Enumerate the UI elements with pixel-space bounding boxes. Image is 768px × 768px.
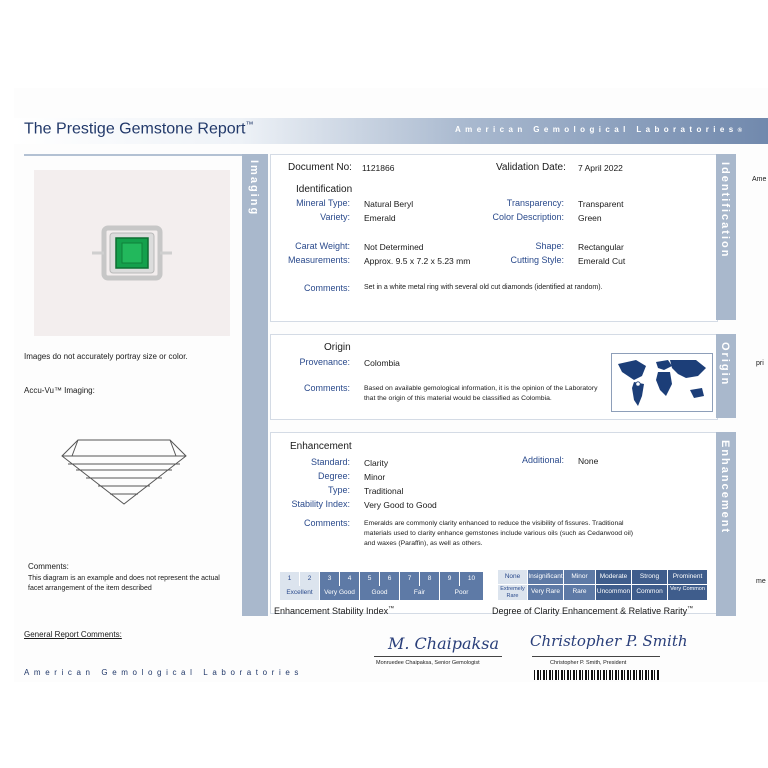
identification-heading: Identification — [296, 184, 353, 195]
origin-comments: Based on available gemological information, it is the opinion of the Laboratory that the origin of this material would be classified as Colombia. — [364, 385, 598, 402]
header-divider — [24, 154, 242, 156]
enhancement-degree: Moderate — [596, 570, 632, 584]
identification-comments: Set in a white metal ring with several old cut diamonds (identified at random). — [364, 284, 603, 291]
stability-grade: Good — [360, 586, 400, 600]
general-report-comments: General Report Comments: — [24, 630, 122, 639]
imaging-strip — [242, 154, 268, 616]
accu-vu-label: Accu-Vu™ Imaging: — [24, 386, 95, 395]
diagram-comments-label: Comments: — [28, 562, 69, 571]
origin-comments-label: Comments: — [303, 383, 350, 393]
mineral-type-label: Mineral Type: — [296, 198, 350, 208]
carat-weight-label: Carat Weight: — [295, 241, 350, 251]
gemologist-signature: M. Chaipaksa — [388, 634, 499, 653]
provenance-label: Provenance: — [299, 357, 350, 367]
enhancement-degree: None — [498, 570, 528, 584]
stability-number: 1 — [280, 572, 300, 586]
shape: Rectangular — [578, 242, 624, 252]
document-no-label: Document No: — [288, 162, 352, 173]
stability-index: Very Good to Good — [364, 500, 437, 510]
president-signature: Christopher P. Smith — [530, 632, 688, 650]
rarity-level: Uncommon — [596, 585, 632, 600]
enhancement-heading: Enhancement — [290, 441, 352, 452]
validation-date: 7 April 2022 — [578, 163, 623, 173]
stability-grade: Excellent — [280, 586, 320, 600]
provenance: Colombia — [364, 358, 400, 368]
imaging-section-label: Imaging — [248, 160, 260, 217]
enhancement-section-label: Enhancement — [719, 440, 731, 535]
stability-index-label: Stability Index: — [291, 499, 350, 509]
document-no: 1121866 — [362, 163, 395, 173]
origin-section-label: Origin — [719, 342, 731, 387]
stability-grade: Fair — [400, 586, 440, 600]
validation-date-label: Validation Date: — [496, 162, 566, 173]
carat-weight: Not Determined — [364, 242, 424, 252]
variety-label: Variety: — [320, 212, 350, 222]
enhancement-degree: Prominent — [668, 570, 708, 584]
standard-label: Standard: — [310, 457, 350, 467]
stability-number: 8 — [420, 572, 440, 586]
rarity-scale — [498, 570, 708, 600]
report-title: The Prestige Gemstone Report™ — [24, 120, 254, 138]
transparency-label: Transparency: — [506, 198, 564, 208]
stability-number: 10 — [460, 572, 484, 586]
stability-number: 6 — [380, 572, 400, 586]
identification-comments-label: Comments: — [303, 283, 350, 293]
header-bar — [14, 118, 768, 144]
barcode — [534, 670, 660, 680]
additional-label: Additional: — [521, 455, 564, 465]
additional: None — [578, 456, 599, 466]
stability-scale — [280, 572, 484, 600]
next-page-fragment: Ame — [752, 176, 767, 183]
enhancement-degree: Strong — [632, 570, 668, 584]
cutting-style: Emerald Cut — [578, 256, 626, 266]
enhancement-comments-label: Comments: — [303, 518, 350, 528]
origin-heading: Origin — [324, 342, 351, 353]
enhancement-comments: Emeralds are commonly clarity enhanced to reduce the visibility of fissures. Traditional materials used to clarity enhance gemstones include various oils (such as Cedarwood oil) and waxes (Paraffin), as well as others. — [364, 520, 633, 547]
lab-header: American Gemological Laboratories® — [455, 125, 742, 134]
facet-diagram — [58, 438, 190, 508]
gemologist-name: Monruedee Chaipaksa, Senior Gemologist — [376, 660, 480, 666]
next-page-fragment: me — [756, 578, 766, 585]
measurements: Approx. 9.5 x 7.2 x 5.23 mm — [364, 256, 471, 266]
shape-label: Shape: — [535, 241, 564, 251]
world-map-icon — [612, 354, 712, 411]
ring-image — [34, 170, 230, 336]
stability-grade: Poor — [440, 586, 484, 600]
photo-disclaimer: Images do not accurately portray size or color. — [24, 352, 188, 361]
standard: Clarity — [364, 458, 389, 468]
degree-label: Degree: — [317, 471, 350, 481]
rarity-level: Very Common — [668, 585, 708, 600]
diagram-comments-text: This diagram is an example and does not represent the actual facet arrangement of the item described — [28, 575, 220, 592]
stability-number: 4 — [340, 572, 360, 586]
gemologist-signature-line — [374, 656, 502, 657]
next-page-fragment: pri — [756, 360, 764, 367]
president-signature-line — [532, 656, 660, 657]
stability-number: 2 — [300, 572, 320, 586]
stability-grade: Very Good — [320, 586, 360, 600]
measurements-label: Measurements: — [287, 255, 350, 265]
rarity-level: Rare — [564, 585, 596, 600]
type: Traditional — [364, 486, 404, 496]
enhancement-degree: Minor — [564, 570, 596, 584]
stability-number: 9 — [440, 572, 460, 586]
world-map — [611, 353, 713, 412]
color-description: Green — [578, 213, 602, 223]
stability-number: 3 — [320, 572, 340, 586]
degree: Minor — [364, 472, 386, 482]
cutting-style-label: Cutting Style: — [510, 255, 564, 265]
president-name: Christopher P. Smith, President — [550, 660, 627, 666]
color-description-label: Color Description: — [492, 212, 564, 222]
enhancement-degree: Insignificant — [528, 570, 564, 584]
gemstone-report — [14, 88, 768, 682]
variety: Emerald — [364, 213, 396, 223]
rarity-scale-title: Degree of Clarity Enhancement & Relative Rarity™ — [492, 606, 694, 616]
facet-diagram-icon — [58, 438, 190, 508]
rarity-level: Extremely Rare — [498, 585, 528, 600]
rarity-level: Very Rare — [528, 585, 564, 600]
identification-panel — [270, 154, 718, 322]
stability-number: 5 — [360, 572, 380, 586]
stability-scale-title: Enhancement Stability Index™ — [274, 606, 395, 616]
type-label: Type: — [327, 485, 350, 495]
mineral-type: Natural Beryl — [364, 199, 414, 209]
lab-footer: American Gemological Laboratories — [24, 668, 303, 677]
identification-section-label: Identification — [719, 162, 731, 259]
transparency: Transparent — [578, 199, 624, 209]
rarity-level: Common — [632, 585, 668, 600]
gem-photo — [34, 170, 230, 336]
stability-number: 7 — [400, 572, 420, 586]
